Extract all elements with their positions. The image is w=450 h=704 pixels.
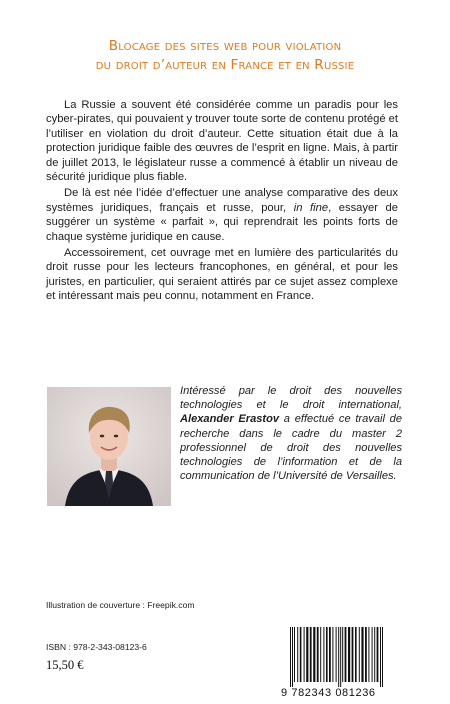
barcode-bar <box>342 627 343 682</box>
barcode-bar <box>313 627 315 682</box>
price: 15,50 € <box>46 658 84 672</box>
barcode-bar <box>323 627 324 682</box>
barcode-bar <box>348 627 350 682</box>
barcode-bar <box>306 627 308 682</box>
barcode-bar <box>377 627 379 682</box>
in-fine-italic: in fine <box>293 201 329 214</box>
author-name: Alexander Erastov <box>180 413 280 426</box>
barcode-bar <box>290 627 291 687</box>
barcode-bar <box>355 627 357 682</box>
cover-illustration-credit: Illustration de couverture : Freepik.com <box>46 600 195 610</box>
paragraph-2-text-start: De là est née l’idée d’effectuer une analyse comparative des deux systèmes juridiques, français et russe, pour, <box>46 187 398 214</box>
author-bio <box>180 384 402 483</box>
barcode-bar <box>332 627 333 682</box>
barcode-digits: 9 782343 081236 <box>281 687 376 699</box>
barcode-bar <box>304 627 305 682</box>
bio-text-start: Intéressé par le droit des nouvelles technologies et le droit international, <box>180 385 402 412</box>
barcode-bar <box>336 627 337 682</box>
barcode-bar <box>374 627 375 682</box>
barcode-bar <box>382 627 383 687</box>
title-line-2: du droit d’auteur en France et en Russie <box>95 57 355 73</box>
barcode-bar <box>329 627 331 682</box>
summary-paragraph-1: La Russie a souvent été considérée comme un paradis pour les cyber-pirates, qui pouvaient y trouver toute sorte de contenu protégé et l’utiliser en violation du droit d’auteur. Cette situation était due à la protection juridique faible des œuvres de l’esprit en ligne. Mais, à partir de juillet 2013, le législateur russe a commencé à établir un niveau de sécurité juridique plus fiable. <box>46 99 398 184</box>
barcode-bar <box>338 627 339 687</box>
book-title <box>0 37 450 75</box>
barcode-bar <box>326 627 328 682</box>
back-cover-summary <box>46 98 398 306</box>
barcode <box>288 627 407 687</box>
paragraph-2-text-end: , essayer de suggérer un système « parfait », qui reprendrait les points forts de chaque système juridique en cause. <box>46 201 398 243</box>
author-photo <box>47 387 171 506</box>
barcode-bar <box>372 627 373 682</box>
barcode-bar <box>317 627 319 682</box>
barcode-bar <box>310 627 312 682</box>
barcode-bar <box>368 627 369 682</box>
bio-text-end: a effectué ce travail de recherche dans le cadre du master 2 professionnel de droit des nouvelles technologies de l’information et de la communication de l’Université de Versailles. <box>180 413 402 483</box>
barcode-bar <box>359 627 360 682</box>
title-line-1: Blocage des sites web pour violation <box>108 38 342 54</box>
barcode-bar <box>294 627 295 682</box>
summary-paragraph-3: Accessoirement, cet ouvrage met en lumière des particularités du droit russe pour les lecteurs francophones, en général, et pour les juristes, en particulier, qui seraient attirés par ce sujet assez complexe et intéressant mais peu connu, notamment en France. <box>46 247 398 303</box>
barcode-bar <box>380 627 381 687</box>
barcode-bar <box>300 627 302 682</box>
barcode-bar <box>361 627 363 682</box>
barcode-bar <box>352 627 354 682</box>
barcode-bar <box>340 627 341 687</box>
barcode-bar <box>365 627 367 682</box>
barcode-bar <box>345 627 347 682</box>
barcode-bar <box>320 627 321 682</box>
barcode-bar <box>292 627 293 687</box>
barcode-bar <box>297 627 298 682</box>
summary-paragraph-2 <box>46 186 398 244</box>
isbn: ISBN : 978-2-343-08123-6 <box>46 642 147 652</box>
